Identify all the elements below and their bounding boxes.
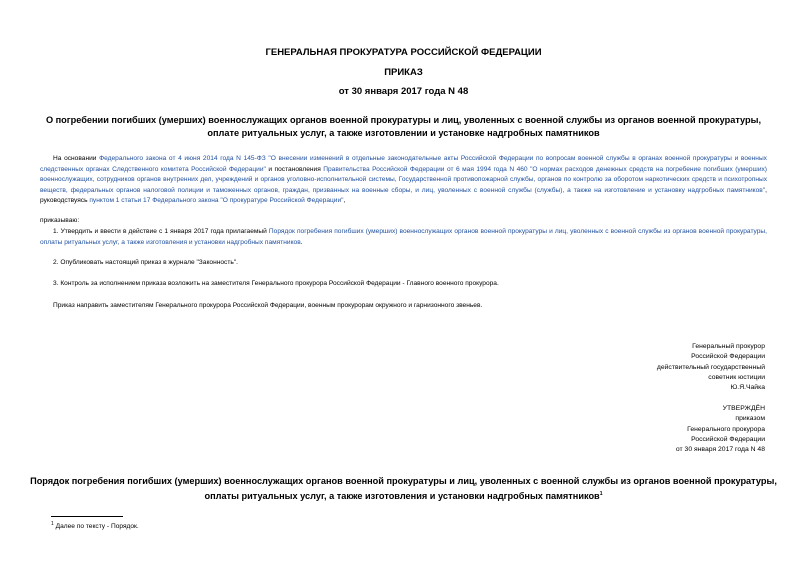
procedure-title-text: Порядок погребения погибших (умерших) военнослужащих органов военной прокуратуры и лиц, уволенных с военной службы из органов военной прокуратуры, оплаты ритуальных услуг, а также изготовления и установки надгробных памятников — [30, 476, 777, 502]
preamble-paragraph — [40, 154, 767, 207]
doc-type: ПРИКАЗ — [384, 67, 423, 78]
approval-line-1: приказом — [735, 415, 765, 423]
prosecutor-law-link[interactable]: пунктом 1 статьи 17 Федерального закона "О прокуратуре Российской Федерации" — [89, 197, 344, 205]
send-instruction: Приказ направить заместителям Генерального прокурора Российской Федерации, военным прокурорам окружного и гарнизонного звеньев. — [53, 302, 483, 309]
government-decree-link[interactable]: Правительства Российской Федерации от 6 мая 1994 года N 460 "О нормах расходов денежных средств на погребение погибших (умерших) военнослужащих, сотрудников органов внутренних дел, учреждений и органов уголовно-исполнительной системы, Государственной противопожарной службы, органов по контролю за оборотом наркотических средств и психотропных веществ, федеральных органов налоговой полиции и таможенных органов, граждан, призванных на военные сборы, и лиц, уволенных с военной службы (службы), а также на изготовление и установку надгробных памятников" — [40, 165, 767, 194]
item-3: 3. Контроль за исполнением приказа возложить на заместителя Генерального прокурора Российской Федерации - Главного военного прокурора. — [53, 280, 499, 287]
doc-title: О погребении погибших (умерших) военнослужащих органов военной прокуратуры и лиц, уволенных с военной службы из органов военной прокуратуры, оплате ритуальных услуг, а также изготовлении и установке надгробных памятников — [45, 115, 762, 138]
preamble-suffix: , — [343, 197, 346, 205]
signatory-name: Ю.Я.Чайка — [730, 384, 765, 392]
preamble-mid: и постановления — [265, 165, 324, 173]
approval-line-2: Генерального прокурора — [687, 425, 765, 433]
approval-line-4: от 30 января 2017 года N 48 — [675, 446, 765, 454]
signature-line-2: Российской Федерации — [691, 353, 765, 361]
signature-line-4: советник юстиции — [708, 373, 765, 381]
approval-block — [676, 404, 765, 455]
doc-date-number: от 30 января 2017 года N 48 — [338, 86, 469, 97]
procedure-link[interactable]: Порядок погребения погибших (умерших) военнослужащих органов военной прокуратуры и лиц, уволенных с военной службы из органов военной прокуратуры, оплаты ритуальных услуг, а также изготовления и установки надгробных памятников — [40, 228, 768, 246]
footnote-number: 1 — [51, 521, 54, 527]
approval-line-3: Российской Федерации — [691, 435, 765, 443]
footnote-text: Далее по тексту - Порядок. — [55, 523, 139, 531]
procedure-title — [30, 475, 777, 503]
footnote-separator — [51, 516, 123, 517]
footnote-marker[interactable]: 1 — [599, 491, 603, 497]
signature-line-3: действительный государственный — [656, 363, 765, 371]
item-1-prefix: 1. Утвердить и ввести в действие с 1 января 2017 года прилагаемый — [53, 228, 269, 235]
item-1-suffix: . — [300, 238, 303, 246]
organization-title: ГЕНЕРАЛЬНАЯ ПРОКУРАТУРА РОССИЙСКОЙ ФЕДЕРАЦИИ — [265, 47, 542, 58]
order-word: приказываю: — [40, 217, 80, 224]
approval-title: УТВЕРЖДЁН — [722, 405, 765, 412]
signature-line-1: Генеральный прокурор — [692, 343, 765, 350]
signature-block — [657, 342, 765, 393]
federal-law-link[interactable]: Федерального закона от 4 июня 2014 года N 145-ФЗ "О внесении изменений в отдельные законодательные акты Российской Федерации по вопросам военной службы в органах военной прокуратуры и военных следственных органах Следственного комитета Российской Федерации" — [40, 155, 767, 173]
preamble-prefix: На основании — [53, 155, 100, 162]
item-1-paragraph — [40, 227, 767, 248]
preamble-mid2: , руководствуясь — [40, 186, 767, 205]
footnote — [51, 519, 139, 533]
item-2: 2. Опубликовать настоящий приказ в журнале "Законность". — [53, 259, 238, 266]
